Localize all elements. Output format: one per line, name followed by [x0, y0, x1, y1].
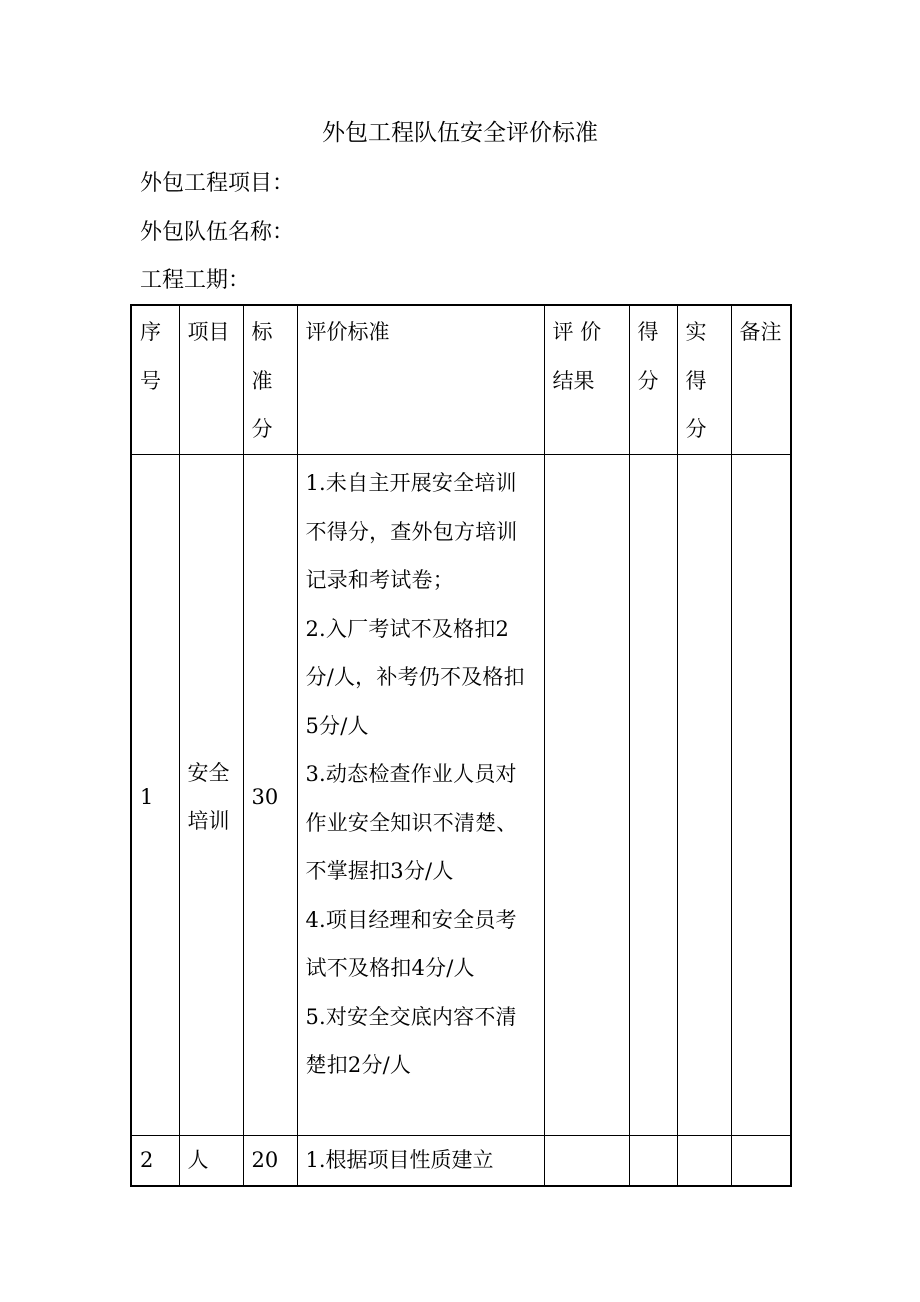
row-criteria: 1.根据项目性质建立 — [297, 1136, 544, 1186]
header-standard-score: 标准分 — [243, 305, 297, 455]
row-result — [544, 455, 629, 1136]
header-remarks: 备注 — [731, 305, 791, 455]
row-criteria — [297, 455, 544, 1136]
row-index: 1 — [131, 455, 179, 1136]
table-row — [131, 455, 791, 1136]
header-criteria: 评价标准 — [297, 305, 544, 455]
table-header-row — [131, 305, 791, 455]
row-criteria-text: 1.未自主开展安全培训不得分，查外包方培训记录和考试卷； 2.入厂考试不及格扣2分/人，补考仍不及格扣5分/人 3.动态检查作业人员对作业安全知识不清楚、不掌握扣3分/人 4.项目经理和安全员考试不及格扣4分/人 5.对安全交底内容不清楚扣2分/人 — [305, 471, 525, 1077]
row-score — [629, 455, 677, 1136]
header-index: 序号 — [131, 305, 179, 455]
header-item: 项目 — [179, 305, 243, 455]
row-standard-score: 30 — [243, 455, 297, 1136]
row-score — [629, 1136, 677, 1186]
header-result: 评 价结果 — [544, 305, 629, 455]
header-score: 得分 — [629, 305, 677, 455]
row-index: 2 — [131, 1136, 179, 1186]
row-standard-score: 20 — [243, 1136, 297, 1186]
team-name-field-label: 外包队伍名称： — [140, 220, 295, 245]
row-remarks — [731, 1136, 791, 1186]
evaluation-table — [130, 304, 792, 1187]
period-field-label: 工程工期： — [140, 268, 251, 293]
project-field-label: 外包工程项目： — [140, 171, 295, 196]
table-row — [131, 1136, 791, 1186]
row-remarks — [731, 455, 791, 1136]
row-actual-score — [677, 1136, 731, 1186]
row-actual-score — [677, 455, 731, 1136]
header-actual-score: 实得分 — [677, 305, 731, 455]
row-item: 人 — [179, 1136, 243, 1186]
document-title: 外包工程队伍安全评价标准 — [322, 120, 598, 146]
row-item: 安全培训 — [179, 455, 243, 1136]
row-result — [544, 1136, 629, 1186]
